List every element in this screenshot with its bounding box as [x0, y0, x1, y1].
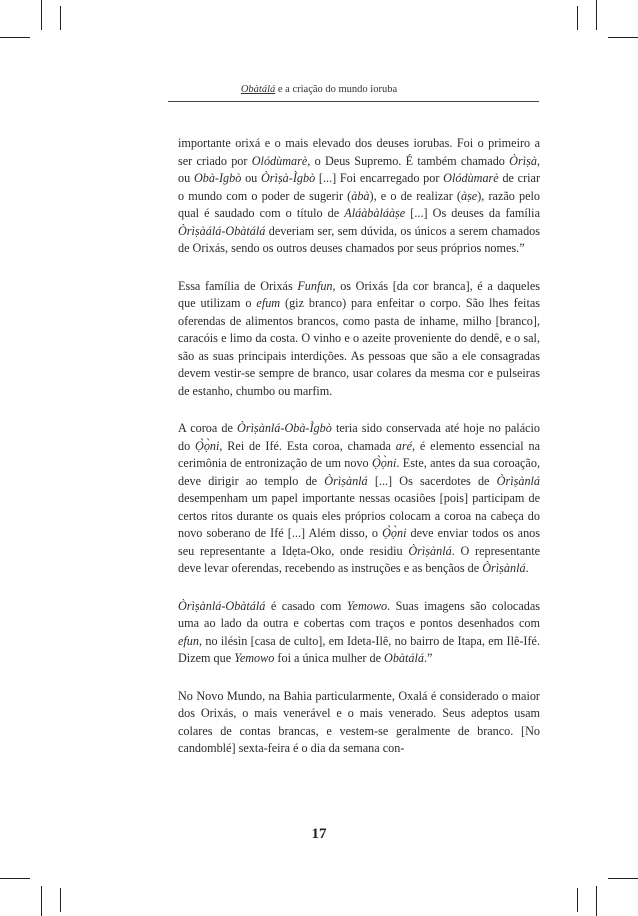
text-run: .	[525, 561, 529, 575]
crop-mark	[596, 886, 597, 916]
page-number: 17	[311, 826, 327, 842]
text-run: A coroa de	[178, 421, 238, 435]
running-header-subtitle: e a criação do mundo ioruba	[275, 84, 398, 95]
body-paragraph	[178, 420, 540, 578]
text-run: foi a única mulher de	[274, 651, 385, 665]
crop-mark	[608, 37, 638, 38]
text-run: , os Orixás [da cor branca], é a daqueles que utilizam o	[178, 278, 540, 310]
text-run: ), e o de realizar (	[369, 188, 461, 203]
italic-term: àṣe	[460, 188, 478, 203]
crop-mark	[608, 878, 638, 879]
italic-term: Òrìṣànlá	[482, 561, 526, 575]
text-run: importante orixá e o mais elevado dos deuses iorubas. Foi o primeiro a ser criado por	[178, 136, 540, 168]
italic-term: Òrìṣàálá-Obàtálá	[178, 223, 266, 238]
italic-term: Òrìṣà-Ìgbò	[261, 171, 316, 185]
text-run: é casado com	[265, 598, 347, 613]
italic-term: Ọ̀ọ̀ni	[372, 456, 397, 470]
header-rule	[168, 101, 539, 102]
text-run: Essa família de Orixás	[178, 278, 298, 293]
italic-term: Obàtálá	[384, 651, 424, 665]
italic-term: Òrìṣànlá	[496, 473, 541, 488]
text-run: (giz branco) para enfeitar o corpo. São lhes feitas oferendas de alimentos brancos, como pasta de inhame, milho [branco], caracóis e limo da costa. O vinho e o azeite proveniente do dendê, e o sal, são as suas principais interdições. As pessoas que são a ele consagradas devem vestir-se sempre de branco, usar colares da mesma cor e pulseiras de estanho, chumbo ou marfim.	[178, 296, 540, 398]
crop-mark	[577, 888, 578, 912]
italic-term: Òrìṣà	[509, 153, 537, 168]
body-paragraph	[178, 688, 540, 758]
running-header	[0, 84, 638, 95]
text-run: , ou	[178, 153, 540, 185]
italic-term: Ọ̀ọ̀ni	[195, 438, 220, 453]
italic-term: Òrìṣànlá-Obàtálá	[178, 598, 266, 613]
text-run: deveriam ser, sem dúvida, os únicos a serem chamados de Orixás, sendo os outros deuses chamados por seus próprios nomes.”	[178, 223, 540, 255]
text-run: de criar o mundo com o poder de sugerir (	[178, 171, 541, 203]
text-run: [...] Foi encarregado por	[315, 171, 444, 185]
text-run: , o Deus Supremo. É também chamado	[307, 153, 510, 168]
text-run: ), razão pelo qual é saudado com o título de	[178, 188, 540, 220]
crop-mark	[0, 37, 30, 38]
italic-term: efun	[178, 633, 199, 648]
text-run: , no ilésìn [casa de culto], em Ideta-Ilê, no bairro de Itapa, em Ilê-Ifé. Dizem que	[178, 633, 540, 665]
crop-mark	[60, 6, 61, 30]
italic-term: Aláàbàláàṣe	[344, 206, 406, 220]
text-run: [...] Os deuses da família	[405, 206, 540, 220]
body-paragraph	[178, 135, 540, 258]
italic-term: aré	[395, 438, 413, 453]
text-run: deve enviar todos os anos seu representante a Idẹta-Oko, onde residiu	[178, 526, 541, 558]
italic-term: Funfun	[297, 278, 333, 293]
italic-term: àbà	[351, 188, 370, 203]
text-run: No Novo Mundo, na Bahia particularmente, Oxalá é considerado o maior dos Orixás, o mais venerável e o mais venerado. Seus adeptos usam colares de contas brancas, e vestem-se geralmente de branco. [No candomblé] sexta-feira é o dia da semana con-	[178, 688, 540, 755]
body-text	[178, 135, 540, 778]
crop-mark	[0, 878, 30, 879]
crop-mark	[596, 0, 597, 30]
text-run: , Rei de Ifé. Esta coroa, chamada	[219, 438, 396, 453]
italic-term: Ọ̀ọ̀ni	[382, 526, 407, 540]
body-paragraph	[178, 278, 540, 401]
italic-term: Yemowo	[346, 598, 388, 613]
running-header-title: Obàtálá	[240, 84, 276, 95]
text-run: .”	[423, 651, 433, 665]
text-run: [...] Os sacerdotes de	[367, 473, 497, 488]
italic-term: Òrìṣànlá-Obà-Ìgbò	[237, 421, 332, 435]
text-run: ou	[241, 171, 261, 185]
italic-term: Olódùmarè	[443, 171, 499, 185]
crop-mark	[41, 886, 42, 916]
body-paragraph	[178, 598, 540, 668]
italic-term: Òrìṣànlá	[408, 543, 452, 558]
italic-term: Obà-Igbò	[193, 171, 242, 185]
text-run: , é elemento essencial na cerimônia de entronização de um novo	[178, 438, 541, 470]
italic-term: Olódùmarè	[251, 153, 308, 168]
crop-mark	[41, 0, 42, 30]
italic-term: Òrìṣànlá	[324, 473, 368, 488]
italic-term: Yemowo	[234, 651, 275, 665]
text-run: desempenham um papel importante nessas ocasiões [pois] participam de certos ritos durante os quais eles próprios colocam a coroa na cabeça do novo soberano de Ifé [...] Além disso, o	[178, 491, 540, 540]
text-run: . O representante deve levar oferendas, recebendo as instruções e as bençãos de	[178, 543, 540, 575]
italic-term: efum	[256, 296, 281, 310]
text-run: . Suas imagens são colocadas uma ao lado da outra e cobertas com traços e pontos desenhados com	[178, 598, 540, 630]
text-run: . Este, antes da sua coroação, deve dirigir ao templo de	[178, 456, 540, 488]
crop-mark	[60, 888, 61, 912]
text-run: teria sido conservada até hoje no palácio do	[178, 421, 540, 453]
crop-mark	[577, 6, 578, 30]
